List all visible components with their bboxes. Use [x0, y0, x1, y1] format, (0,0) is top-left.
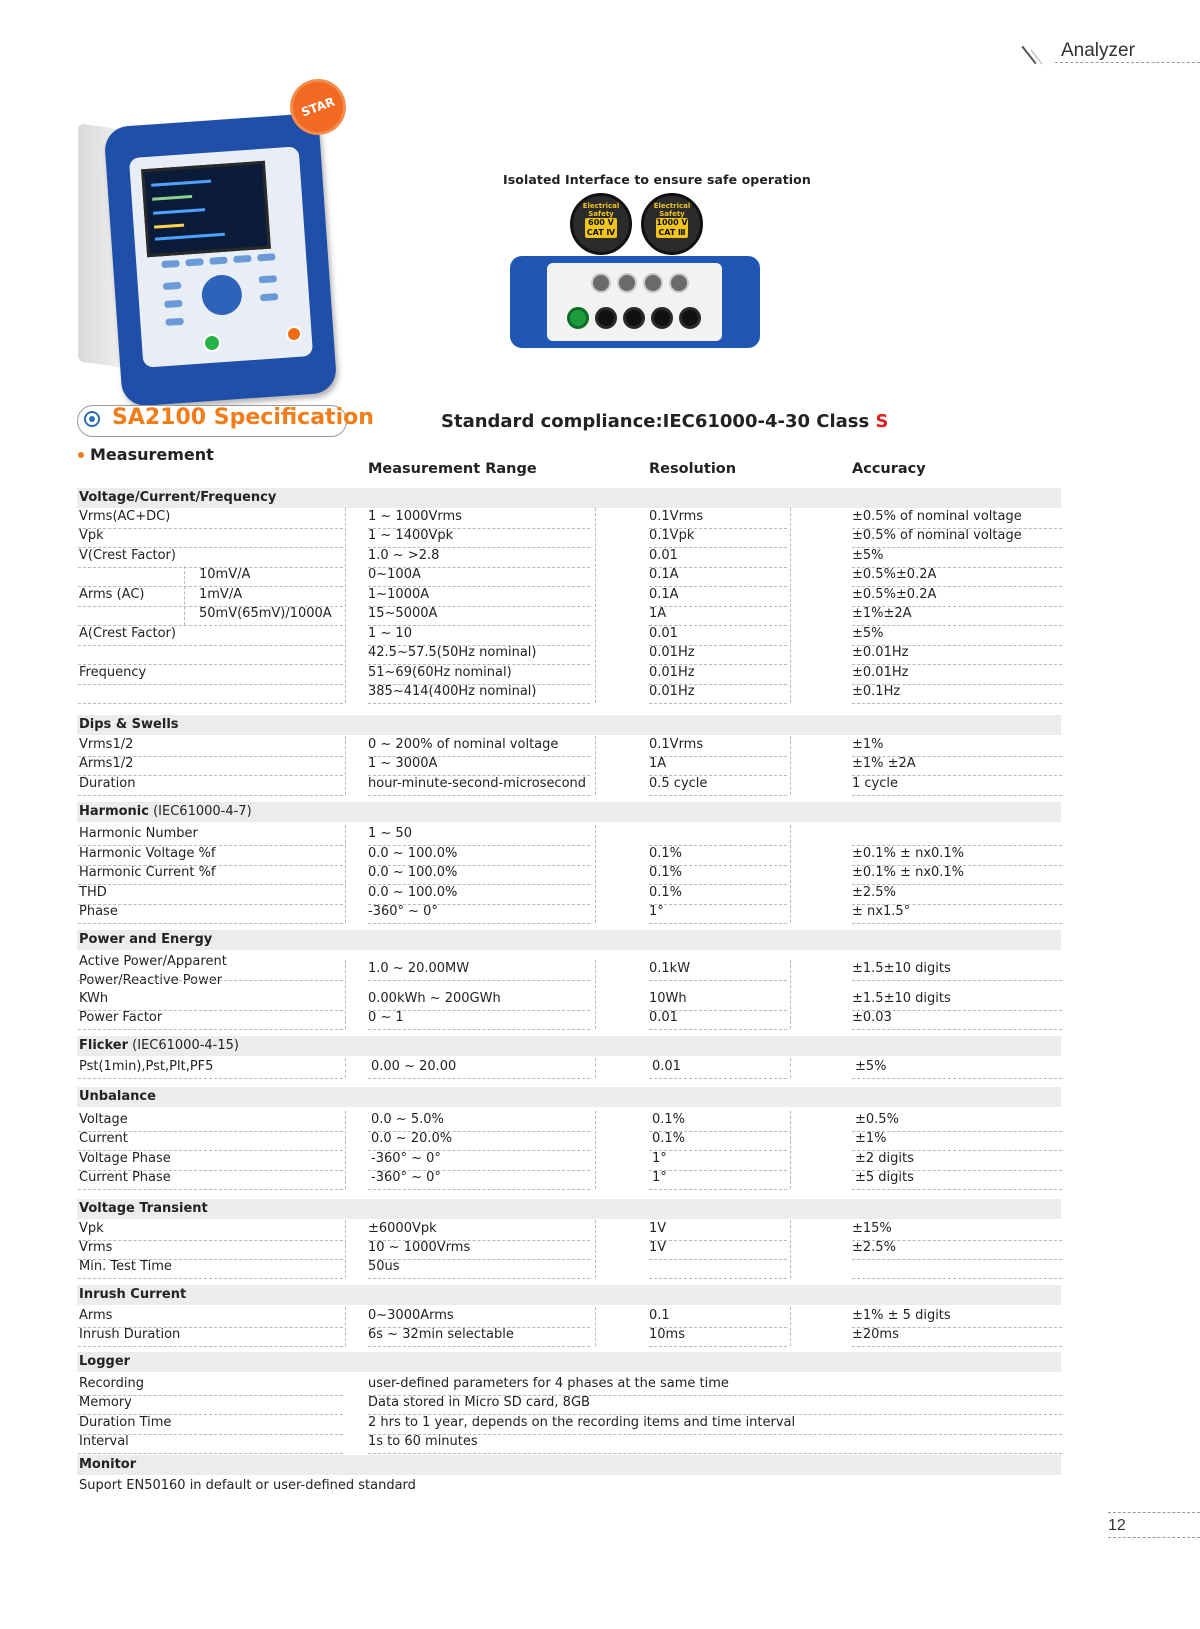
cell-res: 1° [652, 1151, 667, 1166]
cell-range: 0 ~ 200% of nominal voltage [368, 737, 559, 752]
section-title-text: Voltage/Current/Frequency [79, 490, 277, 505]
cell-acc: ±5% [852, 548, 884, 563]
bnc-connector-icon [643, 273, 663, 293]
section-title-text: Logger [79, 1354, 131, 1369]
device-image [78, 82, 348, 404]
row-divider [852, 923, 1062, 924]
cell-name: THD [79, 885, 107, 900]
cell-name: Current [79, 1131, 128, 1146]
cell-range: Data stored in Micro SD card, 8GB [368, 1395, 590, 1410]
section-header [77, 802, 1061, 822]
cell-res: 0.1Vrms [649, 509, 704, 524]
column-divider [790, 1307, 791, 1346]
section-header [77, 1087, 1061, 1107]
cell-range: 15~5000A [368, 606, 438, 621]
cell-range: 0 ~ 1 [368, 1010, 404, 1025]
safety-seal-1000v [641, 193, 703, 255]
cell-range: 50us [368, 1259, 400, 1274]
column-divider [595, 1220, 596, 1278]
cell-acc: ±15% [852, 1221, 892, 1236]
cell-res: 0.1% [649, 865, 683, 880]
cell-acc: ±0.03 [852, 1010, 892, 1025]
row-divider [78, 884, 343, 885]
section-title [79, 717, 179, 732]
cell-acc: ±0.5% of nominal voltage [852, 528, 1022, 543]
cell-range: 42.5~57.5(50Hz nominal) [368, 645, 537, 660]
row-divider [852, 1346, 1062, 1347]
row-divider [78, 645, 343, 646]
row-divider [852, 1278, 1062, 1279]
row-divider [368, 703, 590, 704]
cell-res: 1A [649, 756, 667, 771]
section-header [77, 1199, 1061, 1219]
cell-res: 1° [649, 904, 664, 919]
cell-res: 0.1% [652, 1131, 686, 1146]
bnc-connector-icon [591, 273, 611, 293]
column-divider [595, 1058, 596, 1078]
cell-acc: ±2 digits [855, 1151, 914, 1166]
cell-name: Harmonic Current %f [79, 865, 216, 880]
cell-res: 0.5 cycle [649, 776, 708, 791]
cell-name: Vpk [79, 1221, 104, 1236]
seal-rating: 1000 V CAT Ⅲ [656, 218, 688, 237]
cell-name: Harmonic Voltage %f [79, 846, 216, 861]
seal-top-label: Electrical Safety [653, 202, 691, 218]
row-divider [852, 703, 1062, 704]
device-screen [141, 161, 271, 257]
page-divider [1108, 1512, 1200, 1513]
cell-res: 0.1A [649, 567, 679, 582]
cell-name: Harmonic Number [79, 826, 198, 841]
input-jack-icon [623, 307, 645, 329]
cell-name: V(Crest Factor) [79, 548, 176, 563]
cell-range: 1.0 ~ 20.00MW [368, 961, 470, 976]
cell-res: 0.01Hz [649, 645, 695, 660]
cell-res: 0.1% [649, 885, 683, 900]
row-divider [78, 1278, 343, 1279]
cell-name: Arms1/2 [79, 756, 134, 771]
cell-range: 1 ~ 1000Vrms [368, 509, 462, 524]
cell-range: -360° ~ 0° [371, 1170, 441, 1185]
row-divider [649, 795, 787, 796]
column-divider [790, 508, 791, 703]
column-divider [345, 1111, 346, 1189]
cell-res: 0.1Vpk [649, 528, 695, 543]
cell-name: Memory [79, 1395, 132, 1410]
cell-res: 0.1Vrms [649, 737, 704, 752]
row-divider [368, 1346, 590, 1347]
cell-acc: ±0.5%±0.2A [852, 567, 937, 582]
cell-res: 0.1kW [649, 961, 691, 976]
row-divider [649, 1189, 787, 1190]
cell-range: -360° ~ 0° [371, 1151, 441, 1166]
spec-title: SA2100 Specification [112, 405, 374, 430]
row-divider [78, 1240, 343, 1241]
input-jack-icon [651, 307, 673, 329]
row-divider [78, 528, 343, 529]
cell-range: ±6000Vpk [368, 1221, 437, 1236]
row-divider [852, 980, 1062, 981]
cell-range: 1.0 ~ >2.8 [368, 548, 440, 563]
column-divider [595, 1307, 596, 1346]
cell-res: 1° [652, 1170, 667, 1185]
device-keypad [159, 253, 284, 341]
cell-range: 0.00kWh ~ 200GWh [368, 991, 501, 1006]
bnc-connector-icon [669, 273, 689, 293]
cell-acc: ±1.5±10 digits [852, 961, 951, 976]
compliance-line [441, 411, 888, 432]
cell-acc: ±0.1% ± nx0.1% [852, 846, 965, 861]
cell-acc: ±1% ± 5 digits [852, 1308, 951, 1323]
compliance-class: S [875, 411, 889, 432]
cell-acc: ±0.5% of nominal voltage [852, 509, 1022, 524]
cell-range: 6s ~ 32min selectable [368, 1327, 514, 1342]
section-title-text: Flicker [79, 1038, 129, 1053]
cell-acc: 1 cycle [852, 776, 899, 791]
ground-jack-icon [567, 307, 589, 329]
row-divider [649, 1346, 787, 1347]
cell-res: 0.01 [652, 1059, 681, 1074]
cell-name: Frequency [79, 665, 147, 680]
cell-name: Duration [79, 776, 136, 791]
cell-range: 1s to 60 minutes [368, 1434, 478, 1449]
cell-acc: ±0.5%±0.2A [852, 587, 937, 602]
row-divider [78, 1078, 343, 1079]
cell-res: 0.1% [652, 1112, 686, 1127]
cell-range: 0~100A [368, 567, 421, 582]
row-divider [649, 923, 787, 924]
cell-range: hour-minute-second-microsecond [368, 776, 587, 791]
compliance-standard: IEC61000-4-30 Class [662, 411, 876, 432]
cell-name: Arms (AC) [79, 587, 145, 602]
row-divider [649, 1078, 787, 1079]
cell-name: Min. Test Time [79, 1259, 172, 1274]
cell-name: Voltage Phase [79, 1151, 171, 1166]
section-header [77, 715, 1061, 735]
column-divider [790, 736, 791, 795]
input-jack-icon [679, 307, 701, 329]
row-divider [368, 795, 590, 796]
section-title-text: Dips & Swells [79, 717, 179, 732]
cell-acc: ±0.01Hz [852, 645, 909, 660]
cell-name: Vrms [79, 1240, 113, 1255]
column-divider [345, 1220, 346, 1278]
cell-res: 0.1% [649, 846, 683, 861]
column-divider [595, 508, 596, 703]
section-title-text: Harmonic [79, 804, 149, 819]
row-divider [852, 1078, 1062, 1079]
cell-range: user-defined parameters for 4 phases at the same time [368, 1376, 729, 1391]
cell-name: Arms [79, 1308, 113, 1323]
column-divider [790, 960, 791, 1029]
column-divider [790, 825, 791, 923]
section-title-text: Inrush Current [79, 1287, 187, 1302]
cell-acc: ±1%±2A [852, 606, 912, 621]
target-icon [84, 411, 100, 427]
orange-button-icon [286, 326, 302, 342]
cell-res: 0.01 [649, 548, 678, 563]
cell-acc: ± nx1.5° [852, 904, 911, 919]
column-divider [345, 736, 346, 795]
cell-name: Inrush Duration [79, 1327, 181, 1342]
cell-range: 0.0 ~ 5.0% [371, 1112, 444, 1127]
cell-range: 0.0 ~ 100.0% [368, 865, 458, 880]
column-divider [595, 1111, 596, 1189]
row-divider [649, 1240, 787, 1241]
section-title [79, 490, 276, 505]
column-divider [790, 1220, 791, 1278]
cell-res: 0.01 [649, 1010, 678, 1025]
row-divider [852, 1189, 1062, 1190]
input-jack-icon [595, 307, 617, 329]
column-divider [184, 566, 185, 625]
section-header [77, 488, 1061, 508]
section-title-text: Voltage Transient [79, 1201, 208, 1216]
section-standard: (IEC61000-4-7) [148, 804, 252, 819]
section-title [79, 932, 212, 947]
row-divider [649, 756, 787, 757]
row-divider [649, 1150, 787, 1151]
row-divider [368, 1259, 590, 1260]
column-divider [345, 508, 346, 703]
cell-name: Phase [79, 904, 118, 919]
seal-top-label: Electrical Safety [582, 202, 620, 218]
cell-sub: 1mV/A [199, 587, 243, 602]
row-divider [78, 1453, 343, 1454]
header-divider [1055, 62, 1200, 63]
cell-acc: ±1% [852, 737, 884, 752]
column-divider [790, 1111, 791, 1189]
column-divider [595, 825, 596, 923]
row-divider [649, 1029, 787, 1030]
device-dpad [201, 274, 244, 317]
column-divider [790, 1058, 791, 1078]
cell-name: Interval [79, 1434, 129, 1449]
section-header [77, 930, 1061, 950]
row-divider [649, 1259, 787, 1260]
measurement-heading: Measurement [90, 445, 214, 464]
page-number: 12 [1108, 1517, 1126, 1534]
row-divider [852, 1259, 1062, 1260]
cell-res: 0.01Hz [649, 684, 695, 699]
cell-name: Active Power/Apparent Power/Reactive Power [79, 954, 227, 988]
row-divider [368, 923, 590, 924]
row-divider [368, 1278, 590, 1279]
row-divider [78, 703, 343, 704]
row-divider [368, 1189, 590, 1190]
cell-range: 0.0 ~ 100.0% [368, 846, 458, 861]
section-title [79, 1038, 239, 1053]
column-divider [595, 736, 596, 795]
cell-acc: ±0.1Hz [852, 684, 901, 699]
header-title: Analyzer [1061, 40, 1135, 61]
power-button-icon [203, 334, 221, 352]
cell-acc: ±2.5% [852, 885, 896, 900]
bullet-icon [78, 452, 84, 458]
cell-range: 10 ~ 1000Vrms [368, 1240, 471, 1255]
cell-res: 1V [649, 1240, 667, 1255]
section-title [79, 1089, 156, 1104]
row-divider [852, 1029, 1062, 1030]
row-divider [78, 1029, 343, 1030]
section-title [79, 1201, 208, 1216]
row-divider [368, 980, 590, 981]
cell-range: 1 ~ 3000A [368, 756, 438, 771]
cell-name: Pst(1min),Pst,Plt,PF5 [79, 1059, 214, 1074]
cell-name: Current Phase [79, 1170, 171, 1185]
cell-sub: 10mV/A [199, 567, 251, 582]
cell-res: 10ms [649, 1327, 685, 1342]
row-divider [78, 923, 343, 924]
cell-res: 0.1 [649, 1308, 670, 1323]
column-header-accuracy: Accuracy [852, 461, 926, 477]
section-header [77, 1455, 1061, 1475]
seal-rating: 600 V CAT Ⅳ [586, 218, 616, 237]
cell-name: Vrms1/2 [79, 737, 134, 752]
cell-acc: ±1% [855, 1131, 887, 1146]
row-divider [368, 1029, 590, 1030]
cell-range: 51~69(60Hz nominal) [368, 665, 512, 680]
row-divider [649, 1170, 787, 1171]
row-divider [78, 1346, 343, 1347]
row-divider [649, 606, 787, 607]
cell-res: 1A [649, 606, 667, 621]
row-divider [649, 703, 787, 704]
row-divider [649, 980, 787, 981]
cell-name: Vrms(AC+DC) [79, 509, 171, 524]
row-divider [78, 795, 343, 796]
cell-name: KWh [79, 991, 109, 1006]
cell-name: Duration Time [79, 1415, 172, 1430]
cell-name: Power Factor [79, 1010, 163, 1025]
column-divider [345, 1307, 346, 1346]
section-title [79, 1287, 186, 1302]
safety-seal-600v [570, 193, 632, 255]
row-divider [78, 1189, 343, 1190]
cell-res: 0.01 [649, 626, 678, 641]
section-title-text: Monitor [79, 1457, 137, 1472]
cell-range: 385~414(400Hz nominal) [368, 684, 537, 699]
interface-title: Isolated Interface to ensure safe operation [503, 172, 811, 187]
section-title [79, 1457, 136, 1472]
cell-res: 0.01Hz [649, 665, 695, 680]
cell-acc: ±0.5% [855, 1112, 899, 1127]
cell-range: 0~3000Arms [368, 1308, 454, 1323]
cell-acc: ±0.1% ± nx0.1% [852, 865, 965, 880]
column-header-range: Measurement Range [368, 461, 537, 477]
row-divider [649, 1278, 787, 1279]
section-title [79, 1354, 130, 1369]
section-header [77, 1352, 1061, 1372]
cell-acc: ±1% ±2A [852, 756, 916, 771]
cell-acc: ±5% [852, 626, 884, 641]
cell-acc: ±1.5±10 digits [852, 991, 951, 1006]
cell-name: Voltage [79, 1112, 128, 1127]
row-divider [368, 1078, 590, 1079]
column-divider [345, 825, 346, 923]
cell-acc: ±5 digits [855, 1170, 914, 1185]
row-divider [649, 904, 787, 905]
column-divider [345, 1058, 346, 1078]
cell-name: Vpk [79, 528, 104, 543]
row-divider [368, 1453, 1062, 1454]
interface-connectors [547, 263, 722, 341]
cell-name: Recording [79, 1376, 145, 1391]
column-divider [345, 960, 346, 1029]
star-badge: STAR [286, 75, 350, 139]
cell-range: 1 ~ 1400Vpk [368, 528, 454, 543]
cell-range: 1~1000A [368, 587, 430, 602]
cell-res: 0.1A [649, 587, 679, 602]
cell-res: 10Wh [649, 991, 687, 1006]
section-header [77, 1285, 1061, 1305]
section-standard: (IEC61000-4-15) [128, 1038, 239, 1053]
cell-range: 2 hrs to 1 year, depends on the recording items and time interval [368, 1415, 796, 1430]
row-divider [78, 980, 343, 981]
row-divider [78, 684, 343, 685]
section-title [79, 804, 252, 819]
section-title-text: Unbalance [79, 1089, 156, 1104]
cell-range: 0.0 ~ 20.0% [371, 1131, 453, 1146]
cell-acc: ±2.5% [852, 1240, 896, 1255]
section-title-text: Power and Energy [79, 932, 213, 947]
cell-range: 1 ~ 50 [368, 826, 412, 841]
column-divider [595, 960, 596, 1029]
cell-range: -360° ~ 0° [368, 904, 438, 919]
cell-range: 0.0 ~ 100.0% [368, 885, 458, 900]
cell-range: 0.00 ~ 20.00 [371, 1059, 457, 1074]
cell-name: Suport EN50160 in default or user-defined standard [79, 1478, 416, 1493]
column-header-resolution: Resolution [649, 461, 737, 477]
cell-name: A(Crest Factor) [79, 626, 176, 641]
compliance-prefix: Standard compliance: [441, 411, 663, 432]
cell-sub: 50mV(65mV)/1000A [199, 606, 332, 621]
row-divider [852, 795, 1062, 796]
cell-res: 1V [649, 1221, 667, 1236]
cell-range: 1 ~ 10 [368, 626, 412, 641]
cell-acc: ±5% [855, 1059, 887, 1074]
cell-acc: ±20ms [852, 1327, 899, 1342]
cell-acc: ±0.01Hz [852, 665, 909, 680]
bnc-connector-icon [617, 273, 637, 293]
page-divider [1108, 1537, 1200, 1538]
section-header [77, 1036, 1061, 1056]
